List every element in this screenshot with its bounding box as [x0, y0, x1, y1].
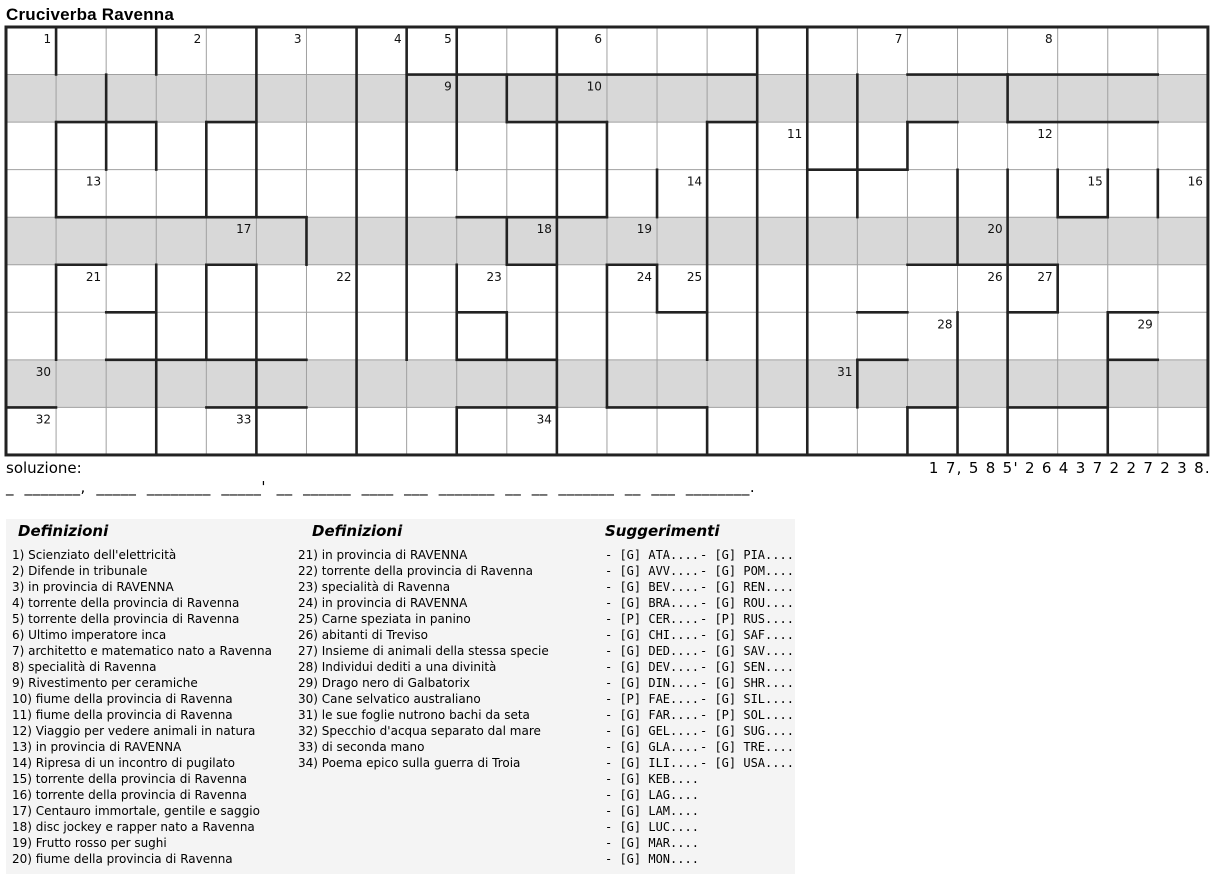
suggestion-item: - [P] CER....: [605, 612, 699, 626]
grid-cell[interactable]: [206, 312, 256, 360]
grid-cell[interactable]: [958, 75, 1008, 123]
grid-cell[interactable]: [106, 122, 156, 170]
grid-cell[interactable]: [807, 312, 857, 360]
grid-cell[interactable]: [507, 27, 557, 75]
grid-cell[interactable]: [757, 407, 807, 455]
solution-label: soluzione:: [6, 459, 82, 477]
grid-cell[interactable]: [407, 360, 457, 408]
grid-cell[interactable]: [357, 360, 407, 408]
grid-cell[interactable]: [707, 122, 757, 170]
grid-cell[interactable]: [607, 27, 657, 75]
clue-number: 6: [594, 32, 602, 46]
definition-item: 26) abitanti di Treviso: [298, 628, 429, 642]
grid-cell[interactable]: [958, 27, 1008, 75]
grid-cell[interactable]: [857, 407, 907, 455]
grid-cell[interactable]: [707, 27, 757, 75]
grid-cell[interactable]: [56, 312, 106, 360]
grid-cell[interactable]: [857, 217, 907, 265]
grid-cell[interactable]: [407, 312, 457, 360]
grid-cell[interactable]: [757, 170, 807, 218]
grid-cell[interactable]: [106, 75, 156, 123]
suggestion-item: - [G] SIL....: [700, 692, 794, 706]
grid-cell[interactable]: [557, 312, 607, 360]
suggestion-item: - [G] LAM....: [605, 804, 699, 818]
suggestion-item: - [G] FAR....: [605, 708, 699, 722]
grid-cell[interactable]: [106, 265, 156, 313]
grid-cell[interactable]: [256, 312, 306, 360]
suggestion-item: - [P] SOL....: [700, 708, 794, 722]
grid-cell[interactable]: [807, 265, 857, 313]
definition-item: 3) in provincia di RAVENNA: [12, 580, 174, 594]
suggestion-item: - [G] CHI....: [605, 628, 699, 642]
grid-cell[interactable]: [807, 217, 857, 265]
clue-number: 15: [1087, 174, 1103, 189]
grid-cell[interactable]: [256, 170, 306, 218]
grid-cell[interactable]: [1158, 407, 1208, 455]
definition-item: 13) in provincia di RAVENNA: [12, 740, 182, 754]
clue-number: 32: [35, 412, 52, 427]
grid-cell[interactable]: [56, 122, 106, 170]
grid-cell[interactable]: [907, 407, 957, 455]
grid-cell[interactable]: [507, 265, 557, 313]
clue-number: 9: [444, 79, 452, 94]
definition-item: 6) Ultimo imperatore inca: [12, 628, 167, 642]
clue-number: 33: [236, 412, 252, 427]
definition-item: 22) torrente della provincia di Ravenna: [298, 564, 533, 578]
grid-cell[interactable]: [407, 407, 457, 455]
clue-number: 30: [35, 364, 52, 379]
grid-cell[interactable]: [557, 265, 607, 313]
grid-cell[interactable]: [807, 27, 857, 75]
grid-cell[interactable]: [1058, 407, 1108, 455]
grid-cell[interactable]: [1008, 170, 1058, 218]
grid-cell[interactable]: [1058, 360, 1108, 408]
grid-cell[interactable]: [507, 75, 557, 123]
suggestion-item: - [P] FAE....: [605, 692, 699, 706]
grid-cell[interactable]: [6, 265, 56, 313]
grid-cell[interactable]: [1058, 217, 1108, 265]
grid-cell[interactable]: [1058, 312, 1108, 360]
grid-cell[interactable]: [256, 360, 306, 408]
suggestion-item: - [G] PIA....: [700, 548, 794, 562]
grid-cell[interactable]: [1058, 27, 1108, 75]
grid-cell[interactable]: [6, 217, 56, 265]
grid-cell[interactable]: [707, 75, 757, 123]
suggestion-item: - [G] POM....: [700, 564, 794, 578]
grid-cell[interactable]: [1158, 27, 1208, 75]
suggestion-item: - [P] RUS....: [700, 612, 794, 626]
definition-item: 9) Rivestimento per ceramiche: [12, 676, 198, 690]
suggestions-heading: Suggerimenti: [605, 522, 720, 540]
grid-cell[interactable]: [958, 170, 1008, 218]
grid-cell[interactable]: [657, 27, 707, 75]
clue-number: 4: [393, 32, 402, 46]
grid-cell[interactable]: [707, 312, 757, 360]
clue-number: 13: [85, 174, 102, 189]
grid-cell[interactable]: [1158, 122, 1208, 170]
suggestion-item: - [G] REN....: [700, 580, 794, 594]
grid-cell[interactable]: [958, 122, 1008, 170]
suggestion-item: - [G] USA....: [700, 756, 794, 770]
suggestion-item: - [G] DED....: [605, 644, 699, 658]
clue-number: 5: [444, 32, 452, 46]
grid-cell[interactable]: [1108, 360, 1158, 408]
grid-cell[interactable]: [707, 217, 757, 265]
suggestion-item: - [G] SUG....: [700, 724, 794, 738]
grid-cell[interactable]: [1108, 217, 1158, 265]
definition-item: 12) Viaggio per vedere animali in natura: [12, 724, 256, 738]
grid-cell[interactable]: [507, 312, 557, 360]
grid-cell[interactable]: [407, 265, 457, 313]
grid-cell[interactable]: [757, 217, 807, 265]
grid-cell[interactable]: [357, 217, 407, 265]
clue-number: 24: [636, 269, 653, 284]
definition-item: 25) Carne speziata in panino: [298, 612, 471, 626]
grid-cell[interactable]: [607, 407, 657, 455]
grid-cell[interactable]: [206, 27, 256, 75]
grid-cell[interactable]: [156, 170, 206, 218]
definition-item: 23) specialità di Ravenna: [298, 580, 451, 594]
grid-cell[interactable]: [306, 122, 356, 170]
suggestion-item: - [G] ATA....: [605, 548, 699, 562]
definition-item: 31) le sue foglie nutrono bachi da seta: [298, 708, 530, 722]
clue-number: 27: [1037, 269, 1053, 284]
grid-cell[interactable]: [757, 27, 807, 75]
solution-word-lengths: 1 7, 5 8 5' 2 6 4 3 7 2 2 7 2 3 8.: [928, 459, 1211, 477]
definition-item: 29) Drago nero di Galbatorix: [298, 676, 471, 690]
grid-cell[interactable]: [907, 170, 957, 218]
grid-cell[interactable]: [857, 122, 907, 170]
grid-cell[interactable]: [857, 360, 907, 408]
clue-number: 19: [636, 222, 653, 237]
grid-cell[interactable]: [6, 312, 56, 360]
clue-number: 28: [937, 317, 953, 332]
grid-cell[interactable]: [306, 312, 356, 360]
grid-cell[interactable]: [657, 360, 707, 408]
grid-cell[interactable]: [6, 170, 56, 218]
solution-blanks[interactable]: _ _______, _____ ________ _____' __ ______ ____ ___ _______ __ __ _______ __ ___ ________.: [6, 478, 756, 496]
grid-cell[interactable]: [807, 75, 857, 123]
suggestion-item: - [G] SHR....: [700, 676, 794, 690]
grid-cell[interactable]: [1108, 122, 1158, 170]
suggestion-item: - [G] SAV....: [700, 644, 794, 658]
grid-cell[interactable]: [56, 407, 106, 455]
grid-cell[interactable]: [357, 170, 407, 218]
grid-cell[interactable]: [457, 27, 507, 75]
grid-cell[interactable]: [707, 170, 757, 218]
clue-number: 25: [686, 269, 703, 284]
grid-cell[interactable]: [156, 265, 206, 313]
suggestion-item: - [G] ILI....: [605, 756, 699, 770]
clue-number: 20: [987, 222, 1003, 237]
grid-cell[interactable]: [206, 170, 256, 218]
grid-cell[interactable]: [1158, 312, 1208, 360]
grid-cell[interactable]: [306, 75, 356, 123]
definition-item: 28) Individui dediti a una divinità: [298, 660, 497, 674]
grid-cell[interactable]: [1008, 312, 1058, 360]
grid-cell[interactable]: [1008, 407, 1058, 455]
grid-cell[interactable]: [1008, 217, 1058, 265]
grid-cell[interactable]: [907, 75, 957, 123]
grid-cell[interactable]: [256, 122, 306, 170]
grid-cell[interactable]: [857, 170, 907, 218]
grid-cell[interactable]: [607, 122, 657, 170]
grid-cell[interactable]: [457, 170, 507, 218]
grid-cell[interactable]: [557, 122, 607, 170]
grid-cell[interactable]: [156, 75, 206, 123]
grid-cell[interactable]: [156, 360, 206, 408]
grid-cell[interactable]: [607, 312, 657, 360]
grid-cell[interactable]: [507, 122, 557, 170]
grid-cell[interactable]: [757, 265, 807, 313]
clue-number: 8: [1045, 32, 1053, 46]
grid-cell[interactable]: [1108, 27, 1158, 75]
grid-cell[interactable]: [306, 27, 356, 75]
grid-cell[interactable]: [907, 27, 957, 75]
grid-cell[interactable]: [106, 312, 156, 360]
grid-cell[interactable]: [1108, 170, 1158, 218]
grid-cell[interactable]: [607, 75, 657, 123]
grid-cell[interactable]: [857, 75, 907, 123]
clue-number: 31: [837, 364, 853, 379]
grid-cell[interactable]: [106, 407, 156, 455]
grid-cell[interactable]: [607, 170, 657, 218]
suggestion-item: - [G] GLA....: [605, 740, 699, 754]
definition-item: 10) fiume della provincia di Ravenna: [12, 692, 233, 706]
grid-cell[interactable]: [1108, 75, 1158, 123]
grid-cell[interactable]: [1008, 75, 1058, 123]
definition-item: 33) di seconda mano: [298, 740, 425, 754]
grid-cell[interactable]: [306, 407, 356, 455]
definition-item: 2) Difende in tribunale: [12, 564, 148, 578]
grid-cell[interactable]: [106, 217, 156, 265]
grid-cell[interactable]: [106, 27, 156, 75]
puzzle-title: Cruciverba Ravenna: [6, 5, 175, 24]
definition-item: 27) Insieme di animali della stessa specie: [298, 644, 549, 658]
clue-number: 29: [1137, 317, 1153, 332]
clue-number: 34: [536, 412, 552, 427]
clue-number: 1: [43, 32, 52, 46]
grid-cell[interactable]: [907, 360, 957, 408]
suggestion-item: - [G] MAR....: [605, 836, 699, 850]
grid-cell[interactable]: [807, 122, 857, 170]
suggestions-list-1: [605, 547, 699, 867]
definition-item: 30) Cane selvatico australiano: [298, 692, 481, 706]
clue-number: 22: [336, 269, 352, 284]
suggestion-item: - [G] LAG....: [605, 788, 699, 802]
grid-cell[interactable]: [907, 122, 957, 170]
grid-cell[interactable]: [457, 122, 507, 170]
clue-number: 23: [486, 269, 502, 284]
grid-cell[interactable]: [256, 407, 306, 455]
grid-cell[interactable]: [56, 75, 106, 123]
grid-cell[interactable]: [56, 217, 106, 265]
grid-cell[interactable]: [407, 170, 457, 218]
grid-cell[interactable]: [557, 407, 607, 455]
definition-item: 24) in provincia di RAVENNA: [298, 596, 468, 610]
definitions-list-1: [12, 547, 272, 867]
suggestion-item: - [G] DIN....: [605, 676, 699, 690]
suggestion-item: - [G] TRE....: [700, 740, 794, 754]
grid-cell[interactable]: [757, 312, 807, 360]
grid-cell[interactable]: [156, 217, 206, 265]
grid-cell[interactable]: [907, 265, 957, 313]
suggestion-item: - [G] AVV....: [605, 564, 699, 578]
clue-number: 3: [293, 32, 302, 46]
grid-cell[interactable]: [457, 217, 507, 265]
grid-cell[interactable]: [607, 360, 657, 408]
suggestion-item: - [G] KEB....: [605, 772, 699, 786]
suggestion-item: - [G] SAF....: [700, 628, 794, 642]
grid-cell[interactable]: [557, 170, 607, 218]
grid-cell[interactable]: [306, 217, 356, 265]
definitions-list-2: [298, 547, 549, 771]
definition-item: 21) in provincia di RAVENNA: [298, 548, 468, 562]
grid-cell[interactable]: [757, 75, 807, 123]
grid-cell[interactable]: [1108, 407, 1158, 455]
grid-cell[interactable]: [1058, 122, 1108, 170]
grid-cell[interactable]: [1008, 360, 1058, 408]
grid-cell[interactable]: [807, 170, 857, 218]
grid-cell[interactable]: [256, 265, 306, 313]
clue-number: 17: [236, 222, 252, 237]
grid-cell[interactable]: [807, 407, 857, 455]
clue-number: 26: [987, 269, 1003, 284]
grid-cell[interactable]: [507, 170, 557, 218]
clue-number: 16: [1187, 174, 1203, 189]
suggestion-item: - [G] MON....: [605, 852, 699, 866]
grid-cell[interactable]: [557, 217, 607, 265]
grid-cell[interactable]: [256, 217, 306, 265]
grid-cell[interactable]: [958, 360, 1008, 408]
definition-item: 4) torrente della provincia di Ravenna: [12, 596, 240, 610]
grid-cell[interactable]: [907, 217, 957, 265]
definition-item: 15) torrente della provincia di Ravenna: [12, 772, 247, 786]
grid-cell[interactable]: [407, 122, 457, 170]
grid-cell[interactable]: [457, 75, 507, 123]
definition-item: 32) Specchio d'acqua separato dal mare: [298, 724, 541, 738]
clue-number: 7: [894, 32, 903, 46]
grid-cell[interactable]: [857, 265, 907, 313]
definition-item: 14) Ripresa di un incontro di pugilato: [12, 756, 236, 770]
clue-number: 2: [193, 32, 202, 46]
grid-cell[interactable]: [357, 312, 407, 360]
grid-cell[interactable]: [657, 217, 707, 265]
suggestion-item: - [G] SEN....: [700, 660, 794, 674]
definitions-heading-2: Definizioni: [312, 522, 403, 540]
grid-cell[interactable]: [457, 360, 507, 408]
definition-item: 20) fiume della provincia di Ravenna: [12, 852, 233, 866]
grid-cell[interactable]: [56, 360, 106, 408]
grid-cell[interactable]: [407, 217, 457, 265]
suggestions-list-2: [700, 547, 794, 771]
definition-item: 17) Centauro immortale, gentile e saggio: [12, 804, 260, 818]
definition-item: 8) specialità di Ravenna: [12, 660, 157, 674]
grid-cell[interactable]: [206, 265, 256, 313]
grid-cell[interactable]: [1108, 265, 1158, 313]
grid-cell[interactable]: [256, 75, 306, 123]
clue-number: 12: [1037, 127, 1053, 142]
grid-cell[interactable]: [206, 75, 256, 123]
grid-cell[interactable]: [1058, 75, 1108, 123]
definitions-heading-1: Definizioni: [18, 522, 109, 540]
definition-item: 7) architetto e matematico nato a Ravenna: [12, 644, 272, 658]
grid-cell[interactable]: [757, 360, 807, 408]
grid-cell[interactable]: [6, 122, 56, 170]
grid-cell[interactable]: [1158, 217, 1208, 265]
clue-number: 14: [686, 174, 703, 189]
grid-cell[interactable]: [106, 170, 156, 218]
grid-cell[interactable]: [557, 360, 607, 408]
grid-cell[interactable]: [657, 122, 707, 170]
grid-cell[interactable]: [1158, 75, 1208, 123]
grid-cell[interactable]: [657, 407, 707, 455]
definition-item: 5) torrente della provincia di Ravenna: [12, 612, 240, 626]
grid-cell[interactable]: [707, 407, 757, 455]
definition-item: 18) disc jockey e rapper nato a Ravenna: [12, 820, 255, 834]
definition-item: 1) Scienziato dell'elettricità: [12, 548, 177, 562]
suggestion-item: - [G] BRA....: [605, 596, 699, 610]
suggestion-item: - [G] DEV....: [605, 660, 699, 674]
grid-cell[interactable]: [306, 360, 356, 408]
grid-cell[interactable]: [707, 265, 757, 313]
grid-cell[interactable]: [106, 360, 156, 408]
grid-cell[interactable]: [357, 265, 407, 313]
grid-cell[interactable]: [857, 312, 907, 360]
grid-cell[interactable]: [357, 75, 407, 123]
suggestion-item: - [G] LUC....: [605, 820, 699, 834]
grid-cell[interactable]: [457, 407, 507, 455]
grid-cell[interactable]: [6, 75, 56, 123]
grid-cell[interactable]: [958, 312, 1008, 360]
grid-cell[interactable]: [1058, 265, 1108, 313]
grid-cell[interactable]: [958, 407, 1008, 455]
suggestion-item: - [G] BEV....: [605, 580, 699, 594]
clue-number: 11: [786, 127, 803, 142]
grid-cell[interactable]: [206, 360, 256, 408]
grid-cell[interactable]: [357, 122, 407, 170]
suggestion-item: - [G] GEL....: [605, 724, 699, 738]
grid-cell[interactable]: [156, 407, 206, 455]
grid-cell[interactable]: [657, 75, 707, 123]
grid-cell[interactable]: [657, 312, 707, 360]
grid-cell[interactable]: [357, 407, 407, 455]
suggestion-item: - [G] ROU....: [700, 596, 794, 610]
grid-cell[interactable]: [457, 312, 507, 360]
clue-number: 21: [85, 269, 102, 284]
grid-cell[interactable]: [507, 360, 557, 408]
definition-item: 16) torrente della provincia di Ravenna: [12, 788, 247, 802]
definition-item: 11) fiume della provincia di Ravenna: [12, 708, 233, 722]
grid-cell[interactable]: [1158, 265, 1208, 313]
definition-item: 19) Frutto rosso per sughi: [12, 836, 167, 850]
grid-cell[interactable]: [156, 312, 206, 360]
clue-number: 18: [536, 222, 552, 237]
grid-cell[interactable]: [707, 360, 757, 408]
definition-item: 34) Poema epico sulla guerra di Troia: [298, 756, 521, 770]
grid-cell[interactable]: [56, 27, 106, 75]
grid-cell[interactable]: [306, 170, 356, 218]
grid-cell[interactable]: [156, 122, 206, 170]
grid-cell[interactable]: [206, 122, 256, 170]
clue-number: 10: [586, 79, 602, 94]
grid-cell[interactable]: [1158, 360, 1208, 408]
